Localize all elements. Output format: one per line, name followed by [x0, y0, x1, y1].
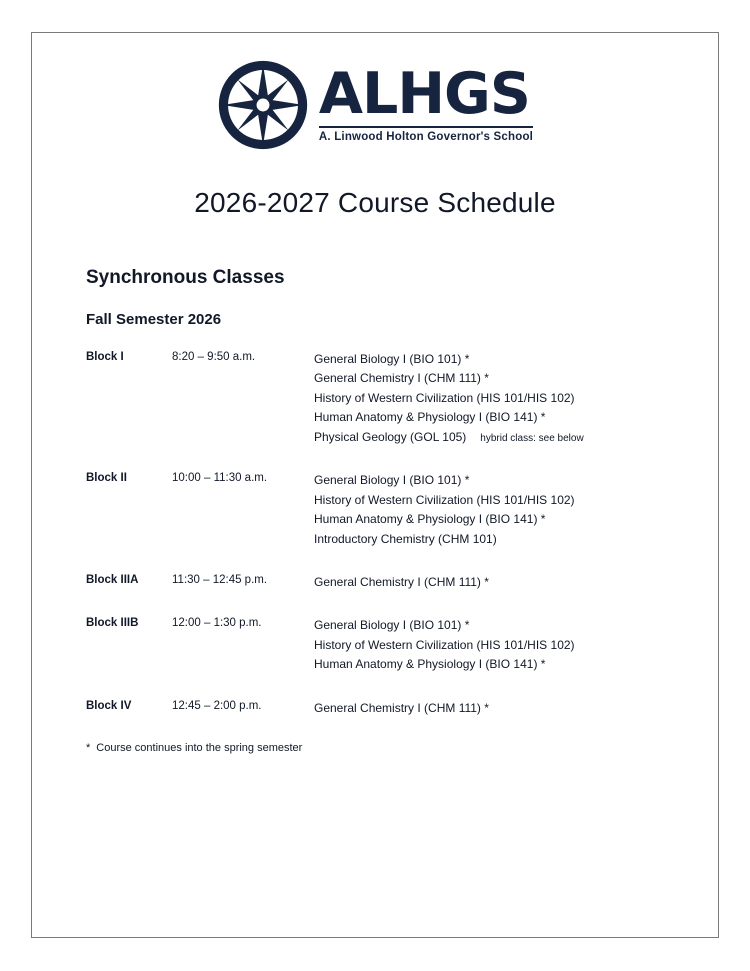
page-title: 2026-2027 Course Schedule — [194, 187, 556, 218]
course-title: History of Western Civilization (HIS 101/HIS 102) — [314, 637, 575, 652]
course-title: Human Anatomy & Physiology I (BIO 141) * — [314, 657, 546, 672]
logo-wordmark — [318, 61, 534, 143]
block-courses — [314, 616, 666, 674]
course-title: Human Anatomy & Physiology I (BIO 141) * — [314, 410, 546, 425]
course-item — [314, 350, 666, 369]
course-title: General Chemistry I (CHM 111) * — [314, 371, 489, 386]
course-item — [314, 616, 666, 635]
footnote-star: * — [86, 742, 91, 755]
course-title: Introductory Chemistry (CHM 101) — [314, 531, 497, 546]
table-row — [86, 471, 666, 549]
block-name: Block II — [86, 472, 127, 485]
logo-tagline: A. Linwood Holton Governor's School — [319, 126, 533, 143]
course-item — [314, 510, 666, 529]
block-time: 11:30 – 12:45 p.m. — [172, 573, 268, 586]
course-item — [314, 699, 666, 718]
course-title: General Chemistry I (CHM 111) * — [314, 574, 489, 589]
block-time: 12:00 – 1:30 p.m. — [172, 617, 262, 630]
schedule-table — [86, 350, 666, 718]
course-title: Physical Geology (GOL 105) — [314, 429, 467, 444]
course-item — [314, 573, 666, 592]
course-item — [314, 428, 666, 447]
school-logo — [32, 59, 718, 151]
block-time: 12:45 – 2:00 p.m. — [172, 699, 262, 712]
block-name: Block IV — [86, 699, 132, 712]
course-title: History of Western Civilization (HIS 101/HIS 102) — [314, 390, 575, 405]
block-courses — [314, 699, 666, 718]
block-courses — [314, 350, 666, 447]
block-courses — [314, 471, 666, 549]
block-time: 8:20 – 9:50 a.m. — [172, 351, 256, 363]
course-item — [314, 655, 666, 674]
block-courses — [314, 573, 666, 592]
course-title: General Biology I (BIO 101) * — [314, 473, 470, 488]
compass-rose-icon — [217, 59, 309, 151]
course-note: hybrid class: see below — [480, 432, 584, 444]
table-row — [86, 699, 666, 718]
course-item — [314, 389, 666, 408]
block-name: Block I — [86, 351, 124, 363]
course-item — [314, 471, 666, 490]
course-item — [314, 491, 666, 510]
subsection-heading: Fall Semester 2026 — [86, 311, 222, 328]
block-name: Block IIIB — [86, 617, 139, 630]
course-title: General Biology I (BIO 101) * — [314, 352, 470, 366]
footnote-text: Course continues into the spring semester — [96, 742, 303, 755]
course-title: Human Anatomy & Physiology I (BIO 141) * — [314, 512, 546, 527]
course-title: General Chemistry I (CHM 111) * — [314, 700, 489, 715]
section-heading: Synchronous Classes — [86, 267, 285, 288]
course-item — [314, 408, 666, 427]
block-name: Block IIIA — [86, 573, 139, 586]
course-item — [314, 530, 666, 549]
course-item — [314, 636, 666, 655]
course-title: General Biology I (BIO 101) * — [314, 618, 470, 633]
logo-wordmark-text: ALHGS — [318, 61, 530, 128]
page-content — [32, 33, 718, 937]
course-item — [314, 369, 666, 388]
course-title: History of Western Civilization (HIS 101/HIS 102) — [314, 492, 575, 507]
footnote — [86, 742, 718, 754]
table-row — [86, 573, 666, 592]
table-row — [86, 350, 666, 447]
logo-inner — [217, 59, 533, 151]
block-time: 10:00 – 11:30 a.m. — [172, 472, 268, 485]
table-row — [86, 616, 666, 674]
